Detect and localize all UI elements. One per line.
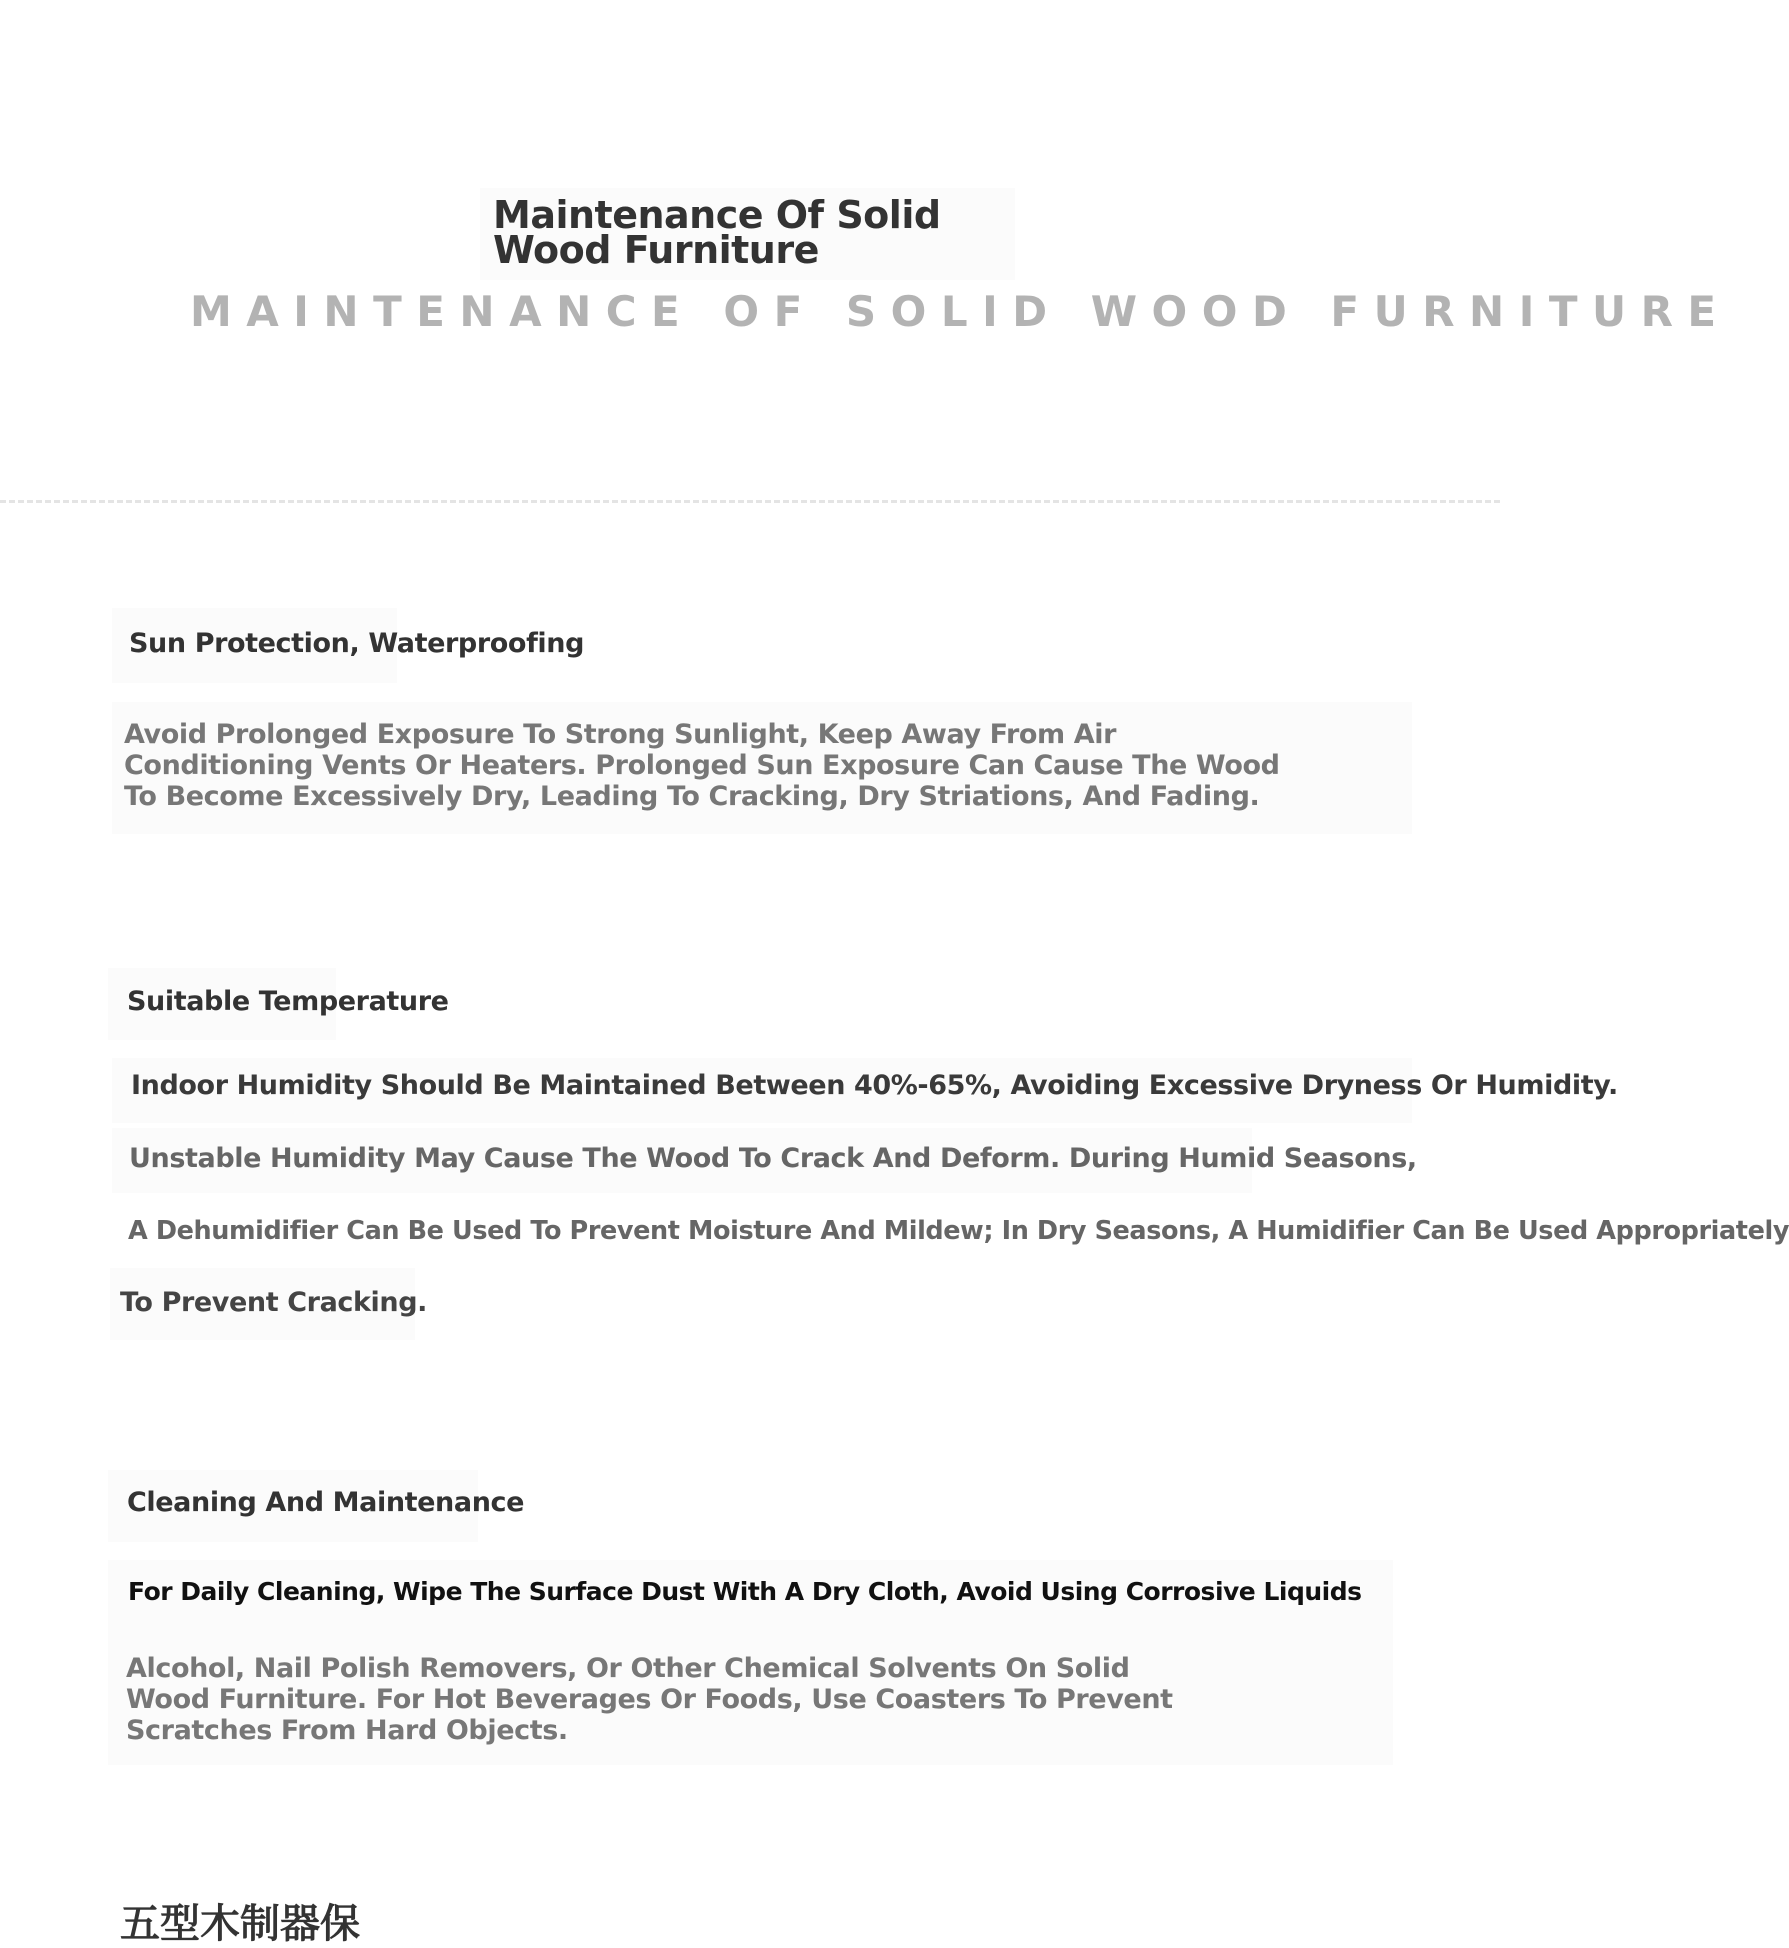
paragraph-line: Alcohol, Nail Polish Removers, Or Other Chemical Solvents On Solid [126,1653,1130,1684]
paragraph-line: Avoid Prolonged Exposure To Strong Sunlight, Keep Away From Air [124,719,1117,750]
section-divider [0,500,1500,503]
paragraph-line: Conditioning Vents Or Heaters. Prolonged Sun Exposure Can Cause The Wood [124,750,1280,781]
section-paragraph-cleaning [126,1653,1326,1746]
section-heading-sun-protection: Sun Protection, Waterproofing [129,628,585,659]
paragraph-line: Scratches From Hard Objects. [126,1715,568,1746]
next-section-heading-text: 五型木制器保 [120,1901,360,1947]
paragraph-line-daily-cleaning: For Daily Cleaning, Wipe The Surface Dust With A Dry Cloth, Avoid Using Corrosive Liquids [128,1577,1362,1606]
paragraph-line: To Become Excessively Dry, Leading To Cracking, Dry Striations, And Fading. [124,781,1260,812]
paragraph-line: Wood Furniture. For Hot Beverages Or Foods, Use Coasters To Prevent [126,1684,1173,1715]
paragraph-line-prevent-cracking: To Prevent Cracking. [120,1287,428,1318]
page-subtitle: MAINTENANCE OF SOLID WOOD FURNITURE [190,287,1731,336]
paragraph-line-unstable-humidity: Unstable Humidity May Cause The Wood To Crack And Deform. During Humid Seasons, [129,1143,1417,1174]
paragraph-line-dehumidifier: A Dehumidifier Can Be Used To Prevent Moisture And Mildew; In Dry Seasons, A Humidifier Can Be Used Appropriately [128,1216,1789,1246]
section-heading-suitable-temperature: Suitable Temperature [127,986,449,1017]
page-title: Maintenance Of Solid Wood Furniture [493,193,941,272]
section-paragraph-sun-protection [124,719,1374,812]
section-heading-cleaning: Cleaning And Maintenance [127,1487,525,1518]
next-section-heading-partial [120,1898,440,1947]
paragraph-line-humidity-range: Indoor Humidity Should Be Maintained Between 40%-65%, Avoiding Excessive Dryness Or Humidity. [131,1070,1618,1101]
